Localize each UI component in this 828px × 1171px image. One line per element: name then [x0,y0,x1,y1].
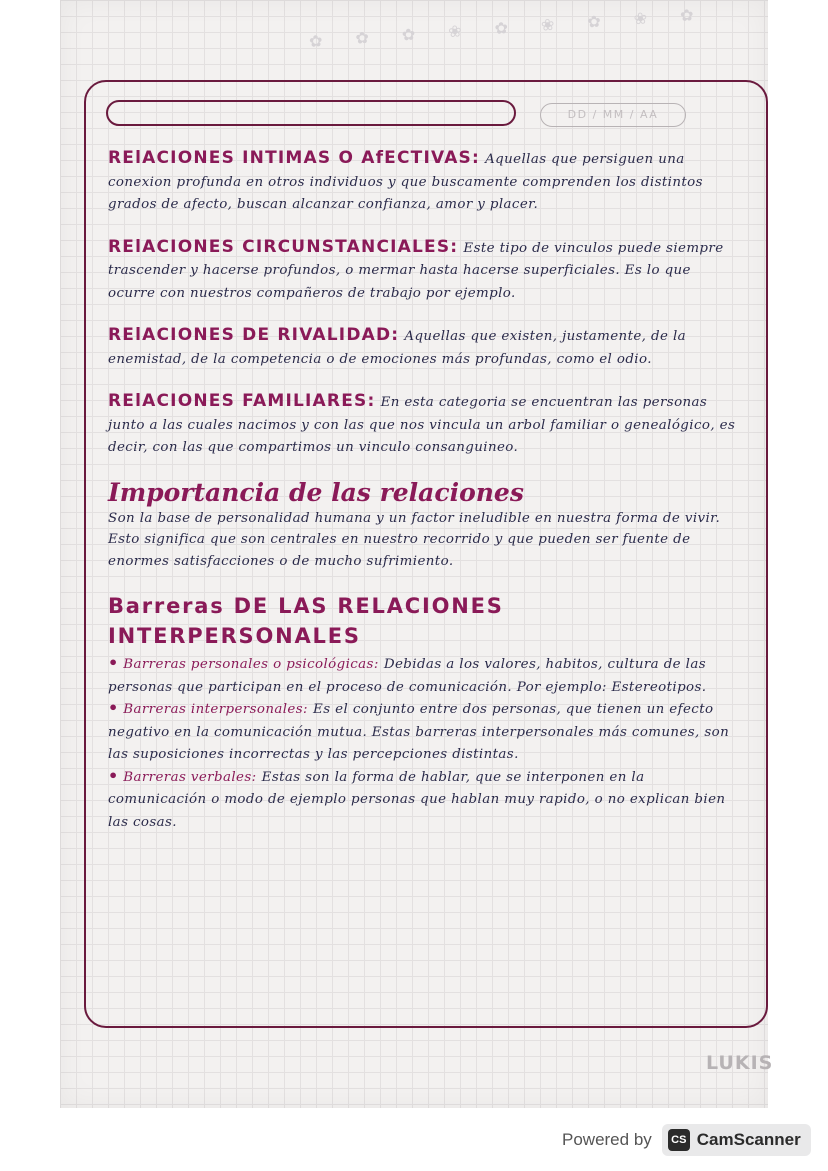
camscanner-name: CamScanner [696,1130,801,1149]
author-signature: LUKIS [706,1052,774,1074]
date-field: DD / MM / AA [540,103,686,127]
section-importance [108,478,738,573]
section-heading: RElACIONES INTIMAS O AfECTIVAS: [108,148,480,168]
barrier-label: Barreras verbales: [123,769,257,785]
importance-heading: Importancia de las relaciones [108,477,524,507]
section-body: Aquellas que existen, justamente, de la enemistad, de la competencia o de emociones más profundas, como el odio. [108,329,687,367]
notes-content [108,146,738,852]
powered-by-label: Powered by [562,1130,652,1149]
barrier-text: Debidas a los valores, habitos, cultura de las personas que participan en el proceso de comunicación. Por ejemplo: Estereotipos. [108,657,707,695]
barrier-text: Es el conjunto entre dos personas, que tienen un efecto negativo en la comunicación mutua. Estas barreras interpersonales más comunes, son las suposiciones incorrectas y las percepciones distintas. [108,702,730,762]
barrier-item [108,653,738,698]
importance-body: Son la base de personalidad humana y un factor ineludible en nuestra forma de vivir. Esto significa que son centrales en nuestro recorrido y que pueden ser fuente de enormes satisfacciones o de mucho sufrimiento. [108,510,721,569]
flower-doodles: ✿ ✿ ✿ ❀ ✿ ❀ ✿ ❀ ✿ [308,4,709,52]
scanner-footer [562,1123,811,1157]
section-barriers [108,591,738,833]
bullet-icon: • [108,765,119,785]
camscanner-badge [662,1124,811,1156]
barrier-label: Barreras interpersonales: [123,702,308,717]
barrier-item [108,698,738,766]
bullet-icon: • [108,653,119,672]
barrier-label: Barreras personales o psicológicas: [123,657,379,672]
barrier-item [108,766,738,834]
section-body: Aquellas que persiguen una conexion profunda en otros individuos y que buscamente comprenden los distintos grados de afecto, buscan alcanzar confianza, amor y placer. [108,152,703,212]
camscanner-icon: CS [668,1129,690,1151]
section-rivalry [108,323,738,370]
section-heading: RElACIONES CIRCUNSTANCIALES: [108,236,459,257]
section-heading: RElACIONES DE RIVALIDAD: [108,325,400,345]
section-heading: RElACIONES FAMILIARES: [108,391,376,411]
section-family [108,389,738,459]
section-circumstantial [108,235,738,305]
section-body: En esta categoria se encuentran las personas junto a las cuales nacimos y con las que nos vincula un arbol familiar o genealógico, es decir, con las que compartimos un vinculo consanguineo. [108,395,736,455]
bullet-icon: • [108,698,119,717]
title-bar [106,100,516,126]
section-body: Este tipo de vinculos puede siempre trascender y hacerse profundos, o mermar hasta hacerse superficiales. Es lo que ocurre con nuestros compañeros de trabajo por ejemplo. [108,240,724,301]
barriers-heading: Barreras DE LAS RELACIONES INTERPERSONALES [108,594,504,648]
section-intimate [108,146,738,216]
barrier-text: Estas son la forma de hablar, que se interponen en la comunicación o modo de ejemplo personas que hablan muy rapido, o no explican bien las cosas. [108,769,726,830]
